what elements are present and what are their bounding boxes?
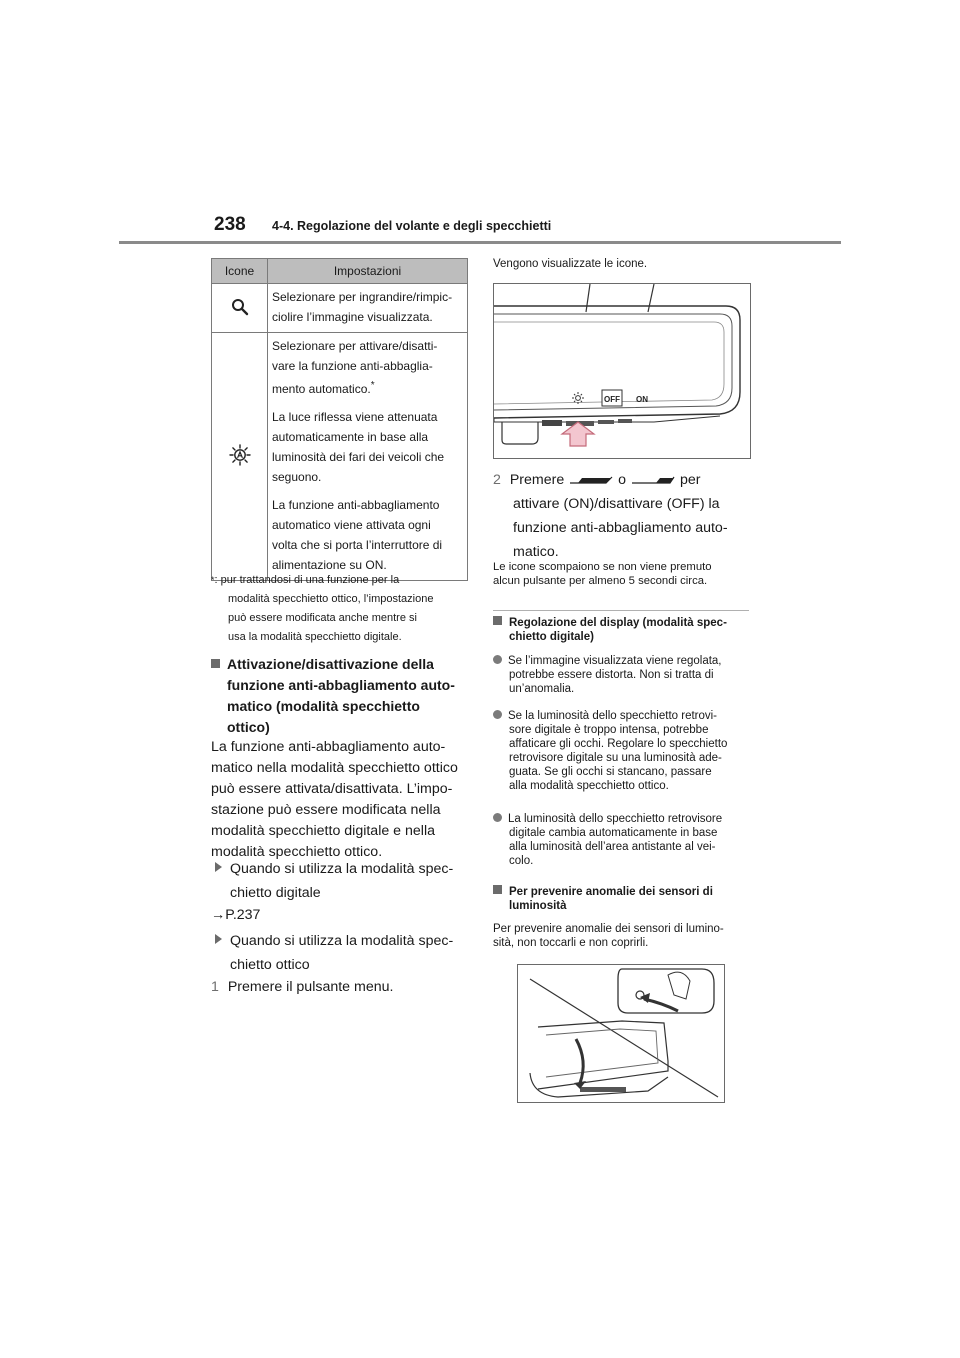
list-item: [215, 929, 469, 977]
section-heading: [211, 654, 469, 738]
magnifier-icon: [231, 298, 249, 316]
text-line: alla modalità specchietto ottico.: [509, 780, 669, 792]
sensor-figure: [517, 964, 725, 1103]
text-line: modalità specchietto ottico, l’impostazione: [228, 593, 434, 605]
text-line: La funzione anti-abbagliamento auto-: [211, 739, 446, 755]
text-line: La luminosità dello specchietto retrovisore: [508, 813, 723, 825]
step-2: [493, 468, 753, 564]
text-line: Regolazione del display (modalità spec-: [509, 617, 727, 629]
circle-bullet-icon: [493, 813, 502, 822]
text-line: Per prevenire anomalie dei sensori di lumino-: [493, 923, 724, 935]
text-line: Le icone scompaiono se non viene premuto: [493, 561, 712, 573]
text-line: usa la modalità specchietto digitale.: [228, 631, 402, 643]
text-line: vare la funzione anti-abbaglia-: [272, 359, 433, 373]
text-line: matico nella modalità specchietto ottico: [211, 760, 458, 776]
table-header-row: [212, 259, 468, 284]
section-divider: [493, 610, 749, 611]
section-title: 4-4. Regolazione del volante e degli specchietti: [272, 219, 552, 233]
text-line: matico.: [513, 544, 559, 560]
list-item: [493, 709, 755, 793]
text-line: Quando si utilizza la modalità spec-: [230, 861, 454, 877]
step-number: 1: [211, 979, 219, 995]
text-line: seguono.: [272, 470, 322, 484]
row2-paragraph: [272, 495, 463, 575]
list-item: [493, 654, 755, 696]
page-number: 238: [214, 214, 246, 235]
text-line: alcun pulsante per almeno 5 secondi circa.: [493, 575, 708, 587]
text-line: funzione anti-abbagliamento auto-: [227, 677, 455, 693]
circle-bullet-icon: [493, 710, 502, 719]
text-line: per: [679, 472, 701, 488]
list-item: [493, 812, 755, 868]
column-header-settings: Impostazioni: [268, 259, 468, 284]
table-icon-cell: [212, 284, 268, 333]
sensor-illustration: [518, 965, 724, 1102]
step-number: 2: [493, 472, 501, 488]
text-line: volta che si porta l’interruttore di: [272, 538, 443, 552]
text-line: chietto ottico: [230, 957, 310, 973]
text-line: luminosità dei fari dei veicoli che: [272, 450, 445, 464]
header-divider: [119, 241, 841, 244]
body-paragraph: [493, 922, 755, 950]
text-line: Per prevenire anomalie dei sensori di: [509, 886, 713, 898]
text-line: automatico viene attivata ogni: [272, 518, 431, 532]
row1-line: ciolire l’immagine visualizzata.: [272, 310, 433, 324]
text-line: può essere modificata anche mentre si: [228, 612, 417, 624]
text-line: modalità specchietto ottico.: [211, 844, 383, 860]
square-bullet-icon: [211, 659, 220, 668]
text-line: matico (modalità specchietto: [227, 698, 420, 714]
triangle-bullet-icon: [215, 862, 222, 872]
text-line: potrebbe essere distorta. Non si tratta di: [509, 669, 714, 681]
footnote-mark: *: [211, 575, 215, 585]
text-line: Se la luminosità dello specchietto retrovi-: [508, 710, 718, 722]
table-icon-cell: [212, 333, 268, 581]
text-line: attivare (ON)/disattivare (OFF) la: [513, 496, 720, 512]
row2-paragraph: [272, 407, 463, 487]
step-1: [211, 977, 393, 998]
text-line: funzione anti-abbagliamento auto-: [513, 520, 728, 536]
text-line: luminosità: [509, 900, 567, 912]
table-text-cell: [268, 284, 468, 333]
text-line: Se l’immagine visualizzata viene regolata,: [508, 655, 722, 667]
text-line: La luce riflessa viene attenuata: [272, 410, 438, 424]
text-line: affaticare gli occhi. Regolare lo specchietto: [509, 738, 728, 750]
list-item: [215, 857, 469, 905]
body-paragraph: [211, 737, 469, 863]
text-line: guata. Se gli occhi si stancano, passare: [509, 766, 712, 778]
text-line: colo.: [509, 855, 534, 867]
text-line: sità, non toccarli e non coprirli.: [493, 937, 649, 949]
circle-bullet-icon: [493, 655, 502, 664]
text-line: ottico): [227, 719, 270, 735]
note-text: [493, 560, 753, 588]
text-line: Quando si utilizza la modalità spec-: [230, 933, 454, 949]
auto-dimming-sun-icon: [229, 444, 251, 466]
text-line: sore digitale è troppo intensa, potrebbe: [509, 724, 709, 736]
text-line: retrovisore digitale su una luminosità ade-: [509, 752, 722, 764]
text-line: chietto digitale: [230, 885, 321, 901]
text-line: Premere il pulsante menu.: [223, 979, 394, 995]
text-line: alimentazione su ON.: [272, 558, 387, 572]
text-line: chietto digitale): [509, 631, 594, 643]
text-line: stazione può essere modificata nella: [211, 802, 441, 818]
text-line: digitale cambia automaticamente in base: [509, 827, 718, 839]
text-line: automaticamente in base alla: [272, 430, 429, 444]
square-bullet-icon: [493, 616, 502, 625]
square-bullet-icon: [493, 885, 502, 894]
text-line: un’anomalia.: [509, 683, 575, 695]
footnote-mark: *: [370, 380, 375, 391]
on-label: ON: [636, 395, 648, 404]
text-line: può essere attivata/disattivata. L’impo-: [211, 781, 453, 797]
triangle-bullet-icon: [215, 934, 222, 944]
table-row: [212, 333, 468, 581]
icons-settings-table: [211, 258, 468, 581]
text-line: mento automatico.: [272, 382, 371, 396]
column-header-icons: Icone: [212, 259, 268, 284]
text-line: La funzione anti-abbagliamento: [272, 498, 440, 512]
right-button-icon: [630, 473, 676, 487]
text-line: o: [618, 472, 627, 488]
text-line: Premere: [509, 472, 565, 488]
text-line: Selezionare per attivare/disatti-: [272, 339, 438, 353]
page-reference: →P.237: [211, 907, 261, 923]
row1-line: Selezionare per ingrandire/rimpic-: [272, 290, 453, 304]
table-row: [212, 284, 468, 333]
text-line: : pur trattandosi di una funzione per la: [214, 574, 400, 586]
mirror-illustration: [494, 284, 750, 458]
intro-text: Vengono visualizzate le icone.: [493, 258, 648, 270]
table-text-cell: [268, 333, 468, 581]
row2-paragraph: [272, 336, 463, 399]
subheading: [493, 616, 755, 644]
mirror-figure: [493, 283, 751, 459]
off-label: OFF: [604, 395, 620, 404]
text-line: alla luminosità dell’area antistante al vei-: [509, 841, 716, 853]
text-line: modalità specchietto digitale e nella: [211, 823, 435, 839]
subheading: [493, 885, 755, 913]
left-button-icon: [568, 473, 614, 487]
footnote: [211, 571, 473, 647]
text-line: Attivazione/disattivazione della: [227, 656, 434, 672]
